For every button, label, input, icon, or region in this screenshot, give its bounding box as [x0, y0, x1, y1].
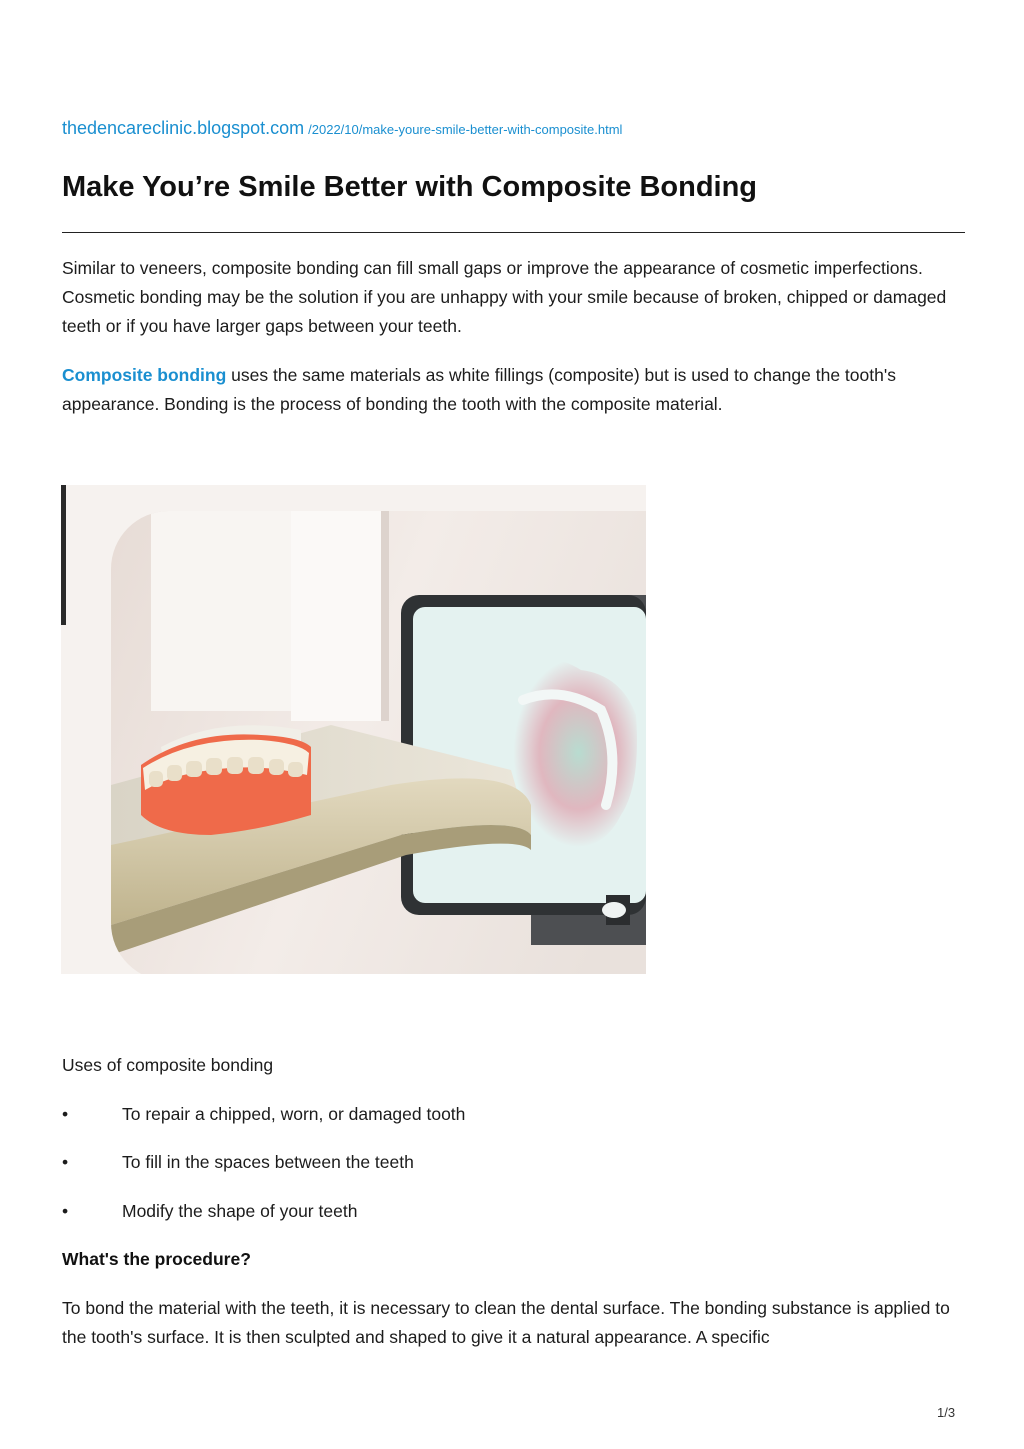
procedure-paragraph: To bond the material with the teeth, it is necessary to clean the dental surface. The bonding substance is applied to the tooth's surface. It is then sculpted and shaped to give it a natural appearance. A specific [62, 1298, 950, 1347]
page-title: Make You’re Smile Better with Composite Bonding [62, 171, 758, 203]
list-item-text: To repair a chipped, worn, or damaged tooth [122, 1104, 466, 1124]
title-divider [62, 232, 965, 233]
composite-bonding-text: uses the same materials as white fillings (composite) but is used to change the tooth's appearance. Bonding is the process of bonding the tooth with the composite material. [62, 365, 896, 414]
list-item-text: To fill in the spaces between the teeth [122, 1152, 414, 1172]
uses-heading: Uses of composite bonding [62, 1055, 274, 1075]
composite-bonding-link[interactable]: Composite bonding [62, 365, 227, 385]
composite-bonding-paragraph [62, 361, 972, 419]
url-path[interactable]: /2022/10/make-youre-smile-better-with-composite.html [308, 122, 623, 137]
procedure-heading: What's the procedure? [62, 1249, 251, 1269]
page-number: 1/3 [937, 1405, 956, 1420]
source-url[interactable] [62, 118, 622, 139]
bullet: • [62, 1104, 69, 1124]
dental-model-photo [61, 485, 646, 974]
list-item-text: Modify the shape of your teeth [122, 1201, 358, 1221]
url-domain[interactable]: thedencareclinic.blogspot.com [62, 118, 305, 138]
intro-paragraph: Similar to veneers, composite bonding can fill small gaps or improve the appearance of cosmetic imperfections. Cosmetic bonding may be the solution if you are unhappy with your smile because of broken, chipped or damaged teeth or if you have larger gaps between your teeth. [62, 258, 947, 336]
bullet: • [62, 1152, 69, 1172]
bullet: • [62, 1201, 69, 1221]
